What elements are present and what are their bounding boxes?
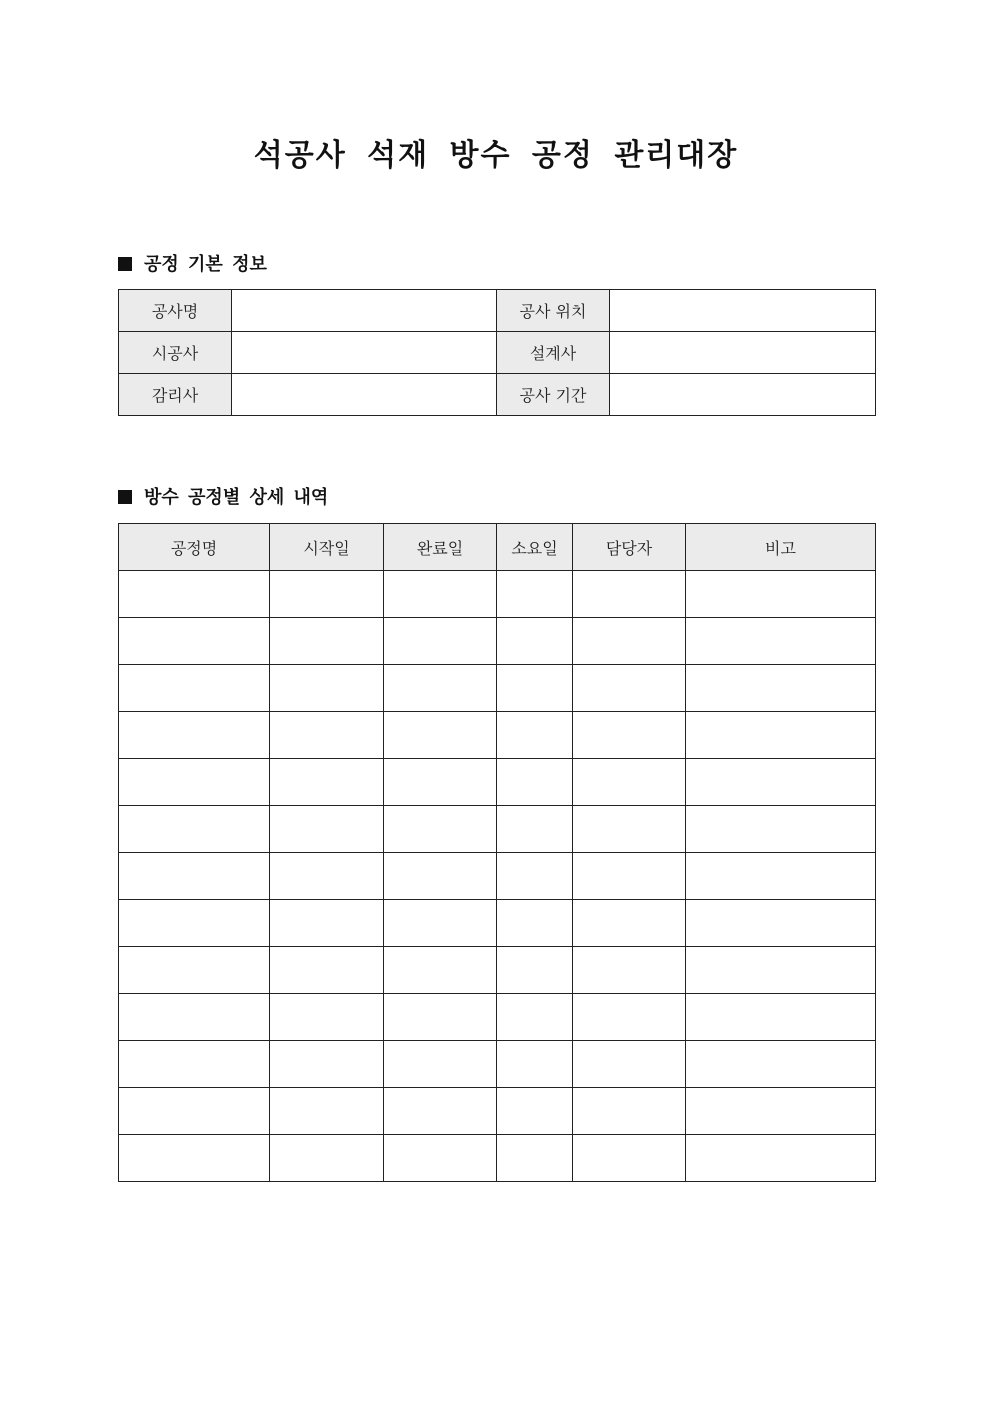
manager-cell[interactable] — [573, 665, 686, 712]
manager-cell[interactable] — [573, 712, 686, 759]
square-bullet-icon — [118, 257, 132, 271]
table-row — [119, 374, 876, 416]
process-name-cell[interactable] — [119, 853, 270, 900]
table-row — [119, 1135, 876, 1182]
start-date-cell[interactable] — [270, 1135, 384, 1182]
manager-cell[interactable] — [573, 900, 686, 947]
end-date-cell[interactable] — [384, 853, 497, 900]
column-header-duration: 소요일 — [497, 524, 573, 571]
end-date-cell[interactable] — [384, 571, 497, 618]
project-name-field[interactable] — [232, 290, 497, 332]
remarks-cell[interactable] — [686, 994, 876, 1041]
remarks-cell[interactable] — [686, 618, 876, 665]
process-name-cell[interactable] — [119, 1088, 270, 1135]
manager-cell[interactable] — [573, 994, 686, 1041]
process-details-body — [119, 571, 876, 1182]
document-title: 석공사 석재 방수 공정 관리대장 — [253, 138, 739, 173]
remarks-cell[interactable] — [686, 1135, 876, 1182]
process-name-cell[interactable] — [119, 900, 270, 947]
table-row — [119, 571, 876, 618]
project-period-field[interactable] — [610, 374, 876, 416]
column-header-end-date: 완료일 — [384, 524, 497, 571]
project-name-label: 공사명 — [119, 290, 232, 332]
table-row — [119, 853, 876, 900]
basic-info-heading-text: 공정 기본 정보 — [144, 254, 267, 275]
start-date-cell[interactable] — [270, 618, 384, 665]
start-date-cell[interactable] — [270, 1088, 384, 1135]
duration-cell[interactable] — [497, 618, 573, 665]
column-header-remarks: 비고 — [686, 524, 876, 571]
duration-cell[interactable] — [497, 712, 573, 759]
project-location-field[interactable] — [610, 290, 876, 332]
duration-cell[interactable] — [497, 853, 573, 900]
table-row — [119, 900, 876, 947]
start-date-cell[interactable] — [270, 853, 384, 900]
process-name-cell[interactable] — [119, 571, 270, 618]
table-row — [119, 947, 876, 994]
table-header-row — [119, 524, 876, 571]
duration-cell[interactable] — [497, 900, 573, 947]
details-heading-text: 방수 공정별 상세 내역 — [144, 487, 329, 508]
process-name-cell[interactable] — [119, 618, 270, 665]
process-name-cell[interactable] — [119, 759, 270, 806]
table-row — [119, 759, 876, 806]
start-date-cell[interactable] — [270, 571, 384, 618]
duration-cell[interactable] — [497, 665, 573, 712]
end-date-cell[interactable] — [384, 759, 497, 806]
table-row — [119, 712, 876, 759]
table-row — [119, 665, 876, 712]
manager-cell[interactable] — [573, 618, 686, 665]
end-date-cell[interactable] — [384, 1041, 497, 1088]
table-row — [119, 618, 876, 665]
table-row — [119, 994, 876, 1041]
end-date-cell[interactable] — [384, 665, 497, 712]
project-location-label: 공사 위치 — [497, 290, 610, 332]
duration-cell[interactable] — [497, 947, 573, 994]
remarks-cell[interactable] — [686, 1041, 876, 1088]
start-date-cell[interactable] — [270, 759, 384, 806]
duration-cell[interactable] — [497, 1041, 573, 1088]
basic-info-table — [118, 289, 876, 416]
remarks-cell[interactable] — [686, 712, 876, 759]
remarks-cell[interactable] — [686, 947, 876, 994]
manager-cell[interactable] — [573, 1135, 686, 1182]
duration-cell[interactable] — [497, 1135, 573, 1182]
manager-cell[interactable] — [573, 1041, 686, 1088]
manager-cell[interactable] — [573, 571, 686, 618]
process-name-cell[interactable] — [119, 1135, 270, 1182]
end-date-cell[interactable] — [384, 618, 497, 665]
table-row — [119, 806, 876, 853]
start-date-cell[interactable] — [270, 994, 384, 1041]
process-name-cell[interactable] — [119, 994, 270, 1041]
start-date-cell[interactable] — [270, 806, 384, 853]
start-date-cell[interactable] — [270, 900, 384, 947]
table-row — [119, 332, 876, 374]
process-name-cell[interactable] — [119, 665, 270, 712]
start-date-cell[interactable] — [270, 947, 384, 994]
end-date-cell[interactable] — [384, 712, 497, 759]
remarks-cell[interactable] — [686, 1088, 876, 1135]
square-bullet-icon — [118, 490, 132, 504]
process-name-cell[interactable] — [119, 947, 270, 994]
remarks-cell[interactable] — [686, 900, 876, 947]
end-date-cell[interactable] — [384, 1135, 497, 1182]
remarks-cell[interactable] — [686, 571, 876, 618]
end-date-cell[interactable] — [384, 806, 497, 853]
manager-cell[interactable] — [573, 947, 686, 994]
table-row — [119, 290, 876, 332]
start-date-cell[interactable] — [270, 1041, 384, 1088]
end-date-cell[interactable] — [384, 947, 497, 994]
basic-info-heading — [118, 253, 267, 277]
designer-label: 설계사 — [497, 332, 610, 374]
supervisor-field[interactable] — [232, 374, 497, 416]
column-header-manager: 담당자 — [573, 524, 686, 571]
end-date-cell[interactable] — [384, 994, 497, 1041]
manager-cell[interactable] — [573, 1088, 686, 1135]
project-period-label: 공사 기간 — [497, 374, 610, 416]
duration-cell[interactable] — [497, 994, 573, 1041]
end-date-cell[interactable] — [384, 1088, 497, 1135]
designer-field[interactable] — [610, 332, 876, 374]
table-row — [119, 1088, 876, 1135]
remarks-cell[interactable] — [686, 853, 876, 900]
column-header-process-name: 공정명 — [119, 524, 270, 571]
manager-cell[interactable] — [573, 853, 686, 900]
contractor-field[interactable] — [232, 332, 497, 374]
process-details-table — [118, 523, 876, 1182]
supervisor-label: 감리사 — [119, 374, 232, 416]
manager-cell[interactable] — [573, 806, 686, 853]
process-name-cell[interactable] — [119, 1041, 270, 1088]
process-name-cell[interactable] — [119, 806, 270, 853]
contractor-label: 시공사 — [119, 332, 232, 374]
remarks-cell[interactable] — [686, 665, 876, 712]
column-header-start-date: 시작일 — [270, 524, 384, 571]
remarks-cell[interactable] — [686, 759, 876, 806]
duration-cell[interactable] — [497, 759, 573, 806]
start-date-cell[interactable] — [270, 665, 384, 712]
process-name-cell[interactable] — [119, 712, 270, 759]
manager-cell[interactable] — [573, 759, 686, 806]
duration-cell[interactable] — [497, 1088, 573, 1135]
end-date-cell[interactable] — [384, 900, 497, 947]
duration-cell[interactable] — [497, 571, 573, 618]
duration-cell[interactable] — [497, 806, 573, 853]
details-heading — [118, 486, 328, 510]
start-date-cell[interactable] — [270, 712, 384, 759]
remarks-cell[interactable] — [686, 806, 876, 853]
table-row — [119, 1041, 876, 1088]
